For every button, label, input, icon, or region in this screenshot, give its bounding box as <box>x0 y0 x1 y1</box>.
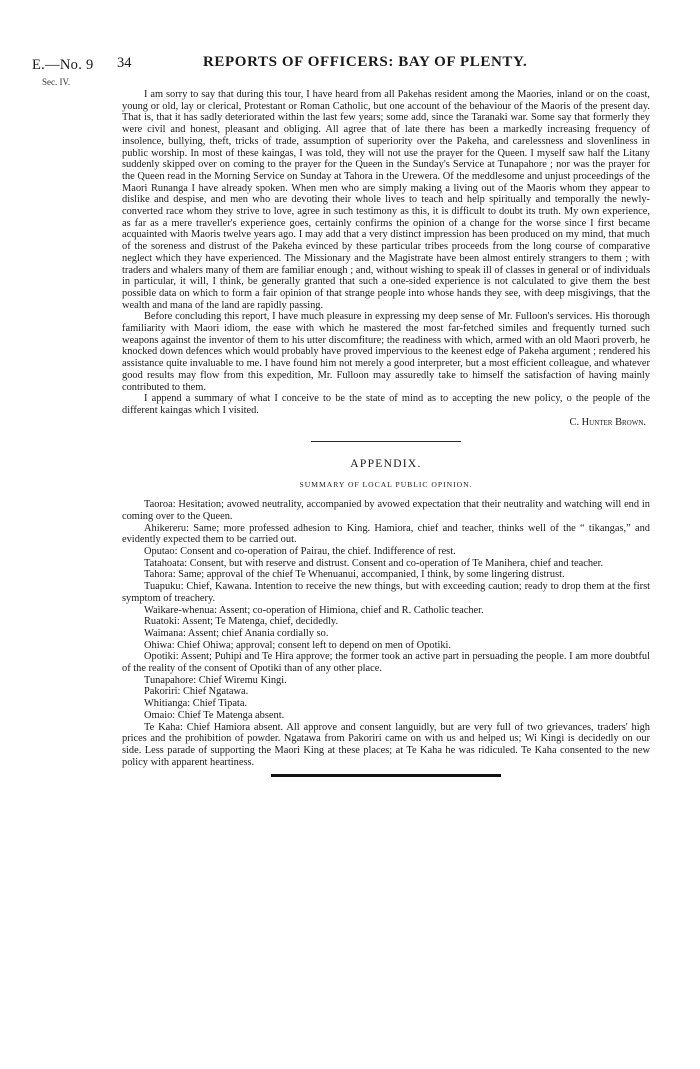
appendix-entry: Tuapuku: Chief, Kawana. Intention to receive the new things, but with exceeding caution; ready to drop them at the first symptom of treachery. <box>122 581 650 604</box>
appendix-entry: Omaio: Chief Te Matenga absent. <box>144 709 285 721</box>
page-number: 34 <box>117 55 132 71</box>
appendix-entry: Waimana: Assent; chief Anania cordially so. <box>144 627 329 639</box>
appendix-subtitle: SUMMARY OF LOCAL PUBLIC OPINION. <box>299 480 473 490</box>
appendix-entry: Pakoriri: Chief Ngatawa. <box>144 686 249 698</box>
appendix-entry: Waikare-whenua: Assent; co-operation of Himiona, chief and R. Catholic teacher. <box>144 604 484 616</box>
running-title: REPORTS OF OFFICERS: BAY OF PLENTY. <box>203 54 528 70</box>
appendix-entry: Tahora: Same; approval of the chief Te Whenuanui, accompanied, I think, by some lingering distrust. <box>144 569 565 581</box>
appendix-entry: Oputao: Consent and co-operation of Pairau, the chief. Indifference of rest. <box>144 546 456 557</box>
report-body <box>122 89 650 777</box>
appendix-entry: Ahikereru: Same; more professed adhesion to King. Hamiora, chief and teacher, thinks well of the “ tikangas,” and evidently expected them to be carried out. <box>122 522 650 546</box>
section-divider <box>311 441 461 443</box>
paper-number: E.—No. 9 <box>32 57 94 73</box>
appendix-entry: Tunapahore: Chief Wiremu Kingi. <box>144 674 287 686</box>
appendix-title: APPENDIX. <box>350 458 422 471</box>
appendix-entry: Ruatoki: Assent; Te Matenga, chief, decidedly. <box>144 616 339 628</box>
body-paragraph: Before concluding this report, I have much pleasure in expressing my deep sense of Mr. Fulloon's services. His thorough familiarity with Maori idiom, the ease with which he mastered the most far-fetched similes and frequently turned such weapons against the inventor of them to his utter discomfiture; the readiness with which, armed with an old Maori proverb, he knocked down defences which would probably have proved impervious to the keenest edge of Pakeha argument ; rendered his assistance quite invaluable to me. I have found him not merely a good interpreter, but a most efficient colleague, and whatever good results may flow from this expedition, Mr. Fulloon may assuredly take to himself the satisfaction of having mainly contributed to them. <box>122 311 650 393</box>
end-rule <box>271 774 501 777</box>
body-paragraph: I append a summary of what I conceive to be the state of mind as to accepting the new policy, o the people of the different kaingas which I visited. <box>122 393 650 416</box>
appendix-entry: Taoroa: Hesitation; avowed neutrality, accompanied by avowed expectation that their neutrality and watching will end in coming over to the Queen. <box>122 499 650 522</box>
body-paragraph: I am sorry to say that during this tour, I have heard from all Pakehas resident among the Maories, inland or on the coast, young or old, lay or clerical, Protestant or Roman Catholic, but one account of the behaviour of the Maoris of the present day. That is, that it has sadly deteriorated within the last few years; some add, since the Taranaki war. Some say that formerly they were civil and honest, pleasant and obliging. All agree that of late there has been a markedly increasing frequency of insolence, bullying, theft, tricks of trade, assumption of superiority over the Pakeha, and carelessness and slovenliness in public worship. In most of these kaingas, I was told, they will not use the prayer for the Queen. I myself saw half the Litany suddenly skipped over on coming to the prayer for the Queen in the Sunday's Service at Tunapahore ; nor was the prayer for the Queen read in the Morning Service on Sunday at Tahora in the Urewera. Of the meddlesome and unjust proceedings of the Maori Runanga I have already spoken. When men who are simply making a living out of the Maoris whom they appear to dislike and despise, and men who are devoting their whole lives to teach and help spiritually and temporally the newly-converted race whom they strive to love, agree in such testimony as this, it is difficult to doubt its truth. My own experience, as far as a mere traveller's experience goes, certainly confirms the opinion of a change for the worse since I first became acquainted with Maoris twelve years ago. I may add that a very distinct impression has been produced on my mind, that much of the soreness and distrust of the Pakeha evinced by these particular tribes proceeds from the long course of comparative neglect which they have experienced. The Missionary and the Magistrate have been almost entirely strangers to them ; with traders and whalers many of them are familiar enough ; and, without wishing to speak ill of classes in general or of individuals in particular, it will, I think, be generally granted that such a one-sided experience is not calculated to give them the best possible data on which to form a fair opinion of that strange people into whose hands they see, with deep misgivings, that the wealth and mana of the land are rapidly passing. <box>122 89 650 311</box>
appendix-entries <box>122 499 650 768</box>
appendix-entry: Tatahoata: Consent, but with reserve and distrust. Consent and co-operation of Te Manihera, chief and teacher. <box>144 557 604 569</box>
appendix-entry: Te Kaha: Chief Hamiora absent. All approve and consent languidly, but are very full of two grievances, traders' high prices and the prohibition of powder. Ngatawa from Pakoriri came on with us and helped us; Wi Kingi is decidedly on our side. Less parade of supporting the Maori King at these places; at Te Kaha he was ridiculed. Te Kaha consented to the new policy with apparent heartiness. <box>122 721 650 768</box>
appendix-entry: Ohiwa: Chief Ohiwa; approval; consent left to depend on men of Opotiki. <box>144 639 452 651</box>
signature: C. Hunter Brown. <box>569 416 646 428</box>
appendix-entry: Whitianga: Chief Tipata. <box>144 698 248 710</box>
appendix-entry: Opotiki: Assent; Puhipi and Te Hira approve; the former took an active part in persuading the people. I am more doubtful of the reality of the consent of Opotiki than of any other place. <box>122 651 650 675</box>
section-label: Sec. IV. <box>42 77 71 87</box>
